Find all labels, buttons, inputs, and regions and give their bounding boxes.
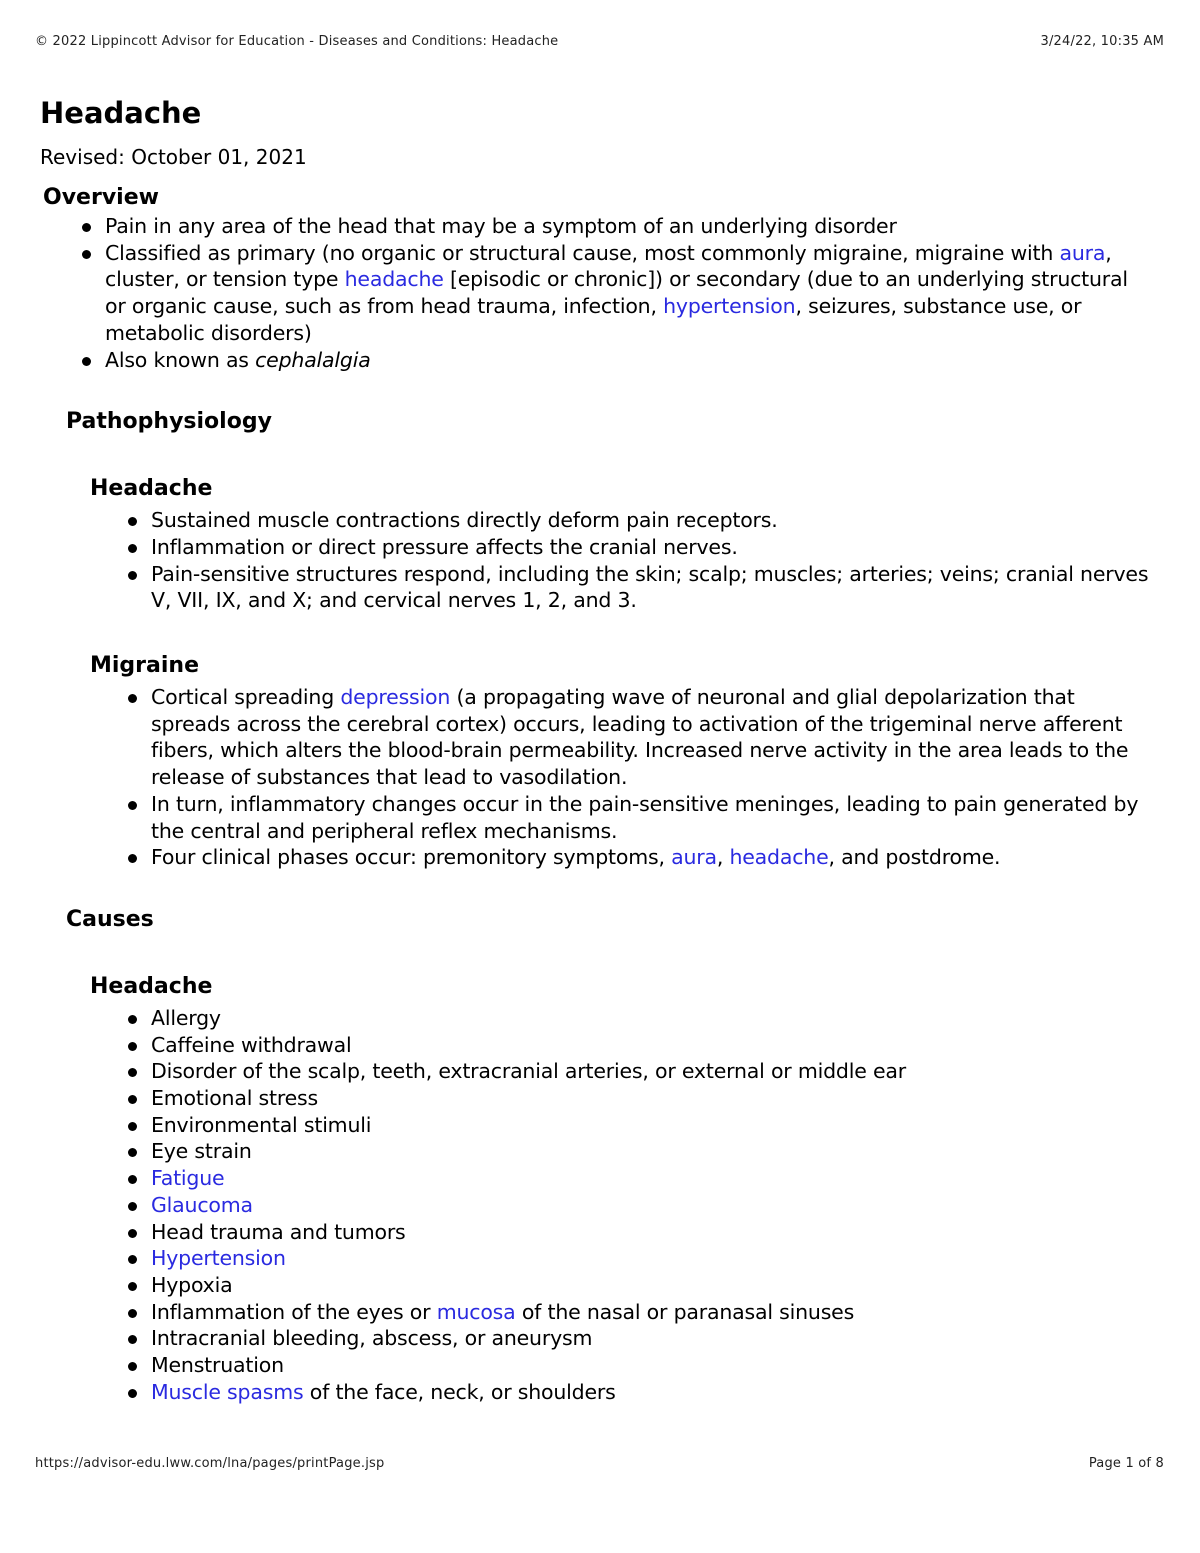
aura-link[interactable]: aura	[671, 845, 717, 870]
bullet-icon	[128, 517, 137, 526]
bullet-icon	[128, 854, 137, 863]
muscle-spasms-link[interactable]: Muscle spasms	[151, 1379, 304, 1404]
causes-headache-list	[126, 1005, 1150, 1406]
pathophysiology-headache-heading: Headache	[90, 476, 213, 502]
list-item	[126, 1192, 1150, 1219]
page-title: Headache	[40, 96, 202, 130]
list-item: Pain-sensitive structures respond, including the skin; scalp; muscles; arteries; veins; cranial nerves V, VII, IX, and X; and cervical nerves 1, 2, and 3.	[126, 561, 1150, 614]
document-content	[40, 95, 1150, 1406]
bullet-icon	[128, 1362, 137, 1371]
bullet-icon	[128, 1042, 137, 1051]
list-item: Environmental stimuli	[126, 1112, 1150, 1139]
bullet-icon	[128, 1095, 137, 1104]
list-item: Muscle spasms of the face, neck, or shoulders	[126, 1379, 1150, 1406]
list-item	[126, 1245, 1150, 1272]
aura-link[interactable]: aura	[1059, 240, 1106, 265]
bullet-icon	[128, 544, 137, 553]
list-item: Intracranial bleeding, abscess, or aneurysm	[126, 1325, 1150, 1352]
list-item: Also known as cephalalgia	[80, 347, 1150, 374]
print-header-source: © 2022 Lippincott Advisor for Education - Diseases and Conditions: Headache	[35, 34, 559, 49]
depression-link[interactable]: depression	[340, 685, 451, 710]
list-item: Eye strain	[126, 1138, 1150, 1165]
bullet-icon	[128, 571, 137, 580]
fatigue-link[interactable]: Fatigue	[151, 1166, 225, 1191]
headache-link[interactable]: headache	[729, 845, 829, 870]
bullet-icon	[82, 223, 91, 232]
overview-heading: Overview	[43, 185, 159, 210]
bullet-icon	[82, 357, 91, 366]
causes-headache-heading: Headache	[90, 973, 213, 999]
print-header-timestamp: 3/24/22, 10:35 AM	[1040, 34, 1164, 49]
bullet-icon	[128, 1175, 137, 1184]
list-item: Allergy	[126, 1005, 1150, 1032]
bullet-icon	[128, 1148, 137, 1157]
pathophysiology-migraine-heading: Migraine	[90, 653, 200, 679]
print-header	[35, 34, 1164, 49]
overview-list	[80, 213, 1150, 373]
bullet-icon	[128, 1202, 137, 1211]
hypertension-link[interactable]: Hypertension	[151, 1246, 286, 1271]
bullet-icon	[128, 1255, 137, 1264]
bullet-icon	[128, 1122, 137, 1131]
list-item: Caffeine withdrawal	[126, 1032, 1150, 1059]
list-item: Sustained muscle contractions directly deform pain receptors.	[126, 507, 1150, 534]
bullet-icon	[128, 1389, 137, 1398]
bullet-icon	[128, 1309, 137, 1318]
causes-heading: Causes	[66, 906, 154, 932]
list-item: Head trauma and tumors	[126, 1219, 1150, 1246]
list-item: Menstruation	[126, 1352, 1150, 1379]
revised-date: Revised: October 01, 2021	[40, 145, 307, 169]
glaucoma-link[interactable]: Glaucoma	[151, 1192, 253, 1217]
bullet-icon	[128, 1068, 137, 1077]
pathophysiology-headache-list	[126, 507, 1150, 614]
list-item: Emotional stress	[126, 1085, 1150, 1112]
list-item: Hypoxia	[126, 1272, 1150, 1299]
bullet-icon	[128, 1229, 137, 1238]
list-item: Disorder of the scalp, teeth, extracranial arteries, or external or middle ear	[126, 1058, 1150, 1085]
list-item: In turn, inflammatory changes occur in the pain-sensitive meninges, leading to pain generated by the central and peripheral reflex mechanisms.	[126, 791, 1150, 844]
mucosa-link[interactable]: mucosa	[436, 1299, 516, 1324]
print-footer-url: https://advisor-edu.lww.com/lna/pages/printPage.jsp	[35, 1456, 385, 1471]
page-number: Page 1 of 8	[1088, 1456, 1164, 1471]
bullet-icon	[128, 801, 137, 810]
pathophysiology-heading: Pathophysiology	[66, 409, 272, 435]
list-item: Four clinical phases occur: premonitory symptoms, aura, headache, and postdrome.	[126, 844, 1150, 871]
list-item	[126, 1165, 1150, 1192]
bullet-icon	[82, 250, 91, 259]
bullet-icon	[128, 694, 137, 703]
print-footer	[35, 1456, 1164, 1471]
synonym-term: cephalalgia	[255, 347, 371, 372]
bullet-icon	[128, 1335, 137, 1344]
pathophysiology-migraine-list	[126, 684, 1150, 871]
headache-link[interactable]: headache	[344, 267, 444, 292]
list-item: Cortical spreading depression (a propagating wave of neuronal and glial depolarization that spreads across the cerebral cortex) occurs, leading to activation of the trigeminal nerve afferent fibers, which alters the blood-brain permeability. Increased nerve activity in the area leads to the release of substances that lead to vasodilation.	[126, 684, 1150, 791]
list-item: Pain in any area of the head that may be a symptom of an underlying disorder	[80, 213, 1150, 240]
list-item: Inflammation of the eyes or mucosa of the nasal or paranasal sinuses	[126, 1299, 1150, 1326]
list-item: Classified as primary (no organic or structural cause, most commonly migraine, migraine with aura, cluster, or tension type headache [episodic or chronic]) or secondary (due to an underlying structural or organic cause, such as from head trauma, infection, hypertension, seizures, substance use, or metabolic disorders)	[80, 240, 1150, 347]
list-item: Inflammation or direct pressure affects the cranial nerves.	[126, 534, 1150, 561]
hypertension-link[interactable]: hypertension	[663, 294, 796, 319]
bullet-icon	[128, 1015, 137, 1024]
bullet-icon	[128, 1282, 137, 1291]
